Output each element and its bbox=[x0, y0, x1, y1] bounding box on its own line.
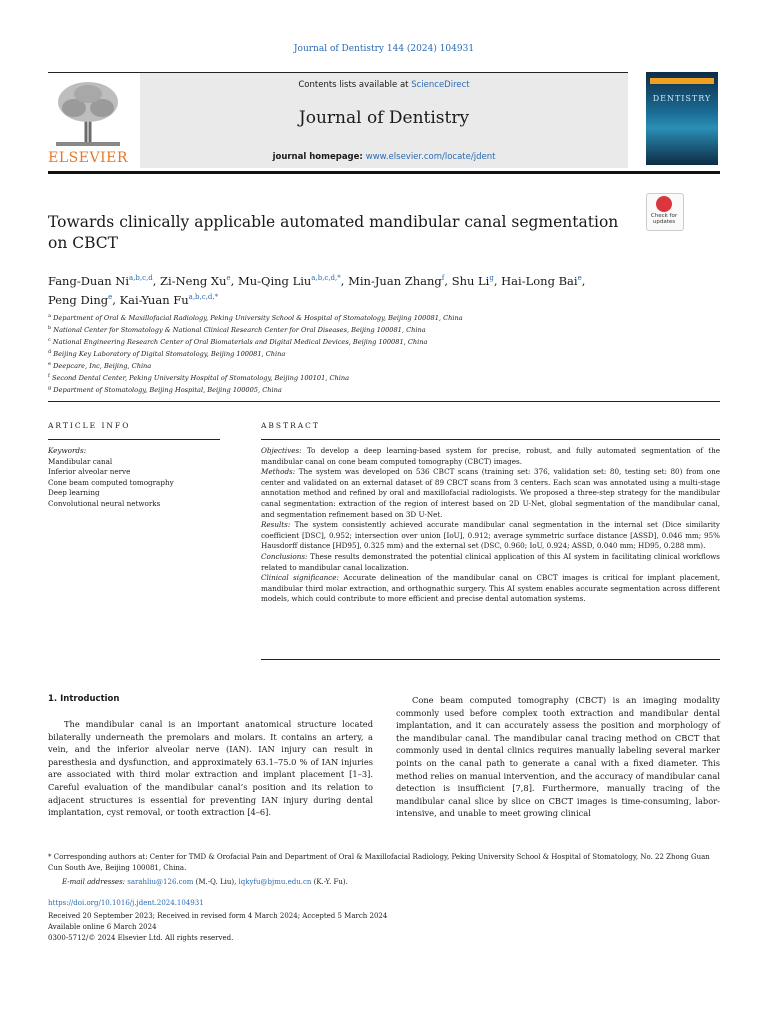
journal-citation[interactable]: Journal of Dentistry 144 (2024) 104931 bbox=[293, 44, 475, 54]
significance-text: Accurate delineation of the mandibular canal on CBCT images is critical for implant placement, mandibular third molar extraction, and orthognathic surgery. This AI system enables accurate segmentation across different models, which could contribute to more efficient and precise dental automation systems. bbox=[261, 573, 720, 604]
journal-name: Journal of Dentistry bbox=[298, 108, 470, 128]
author-name: Kai-Yuan Fu bbox=[119, 292, 189, 307]
email-owner: (K.-Y. Fu). bbox=[311, 878, 348, 886]
keyword: Deep learning bbox=[48, 488, 100, 497]
affiliations bbox=[48, 312, 648, 396]
keywords-block bbox=[48, 446, 220, 509]
author-affiliation-marker[interactable]: a,b,c,d,* bbox=[188, 292, 219, 301]
methods-label: Methods: bbox=[261, 467, 296, 477]
affiliation-label: d bbox=[48, 348, 52, 355]
objectives-label: Objectives: bbox=[261, 446, 302, 455]
publication-dates bbox=[48, 911, 720, 944]
corresponding-author-note: * Corresponding authors at: Center for TMD & Orofacial Pain and Department of Oral & Maxillofacial Radiology, Peking University School & Hospital of Stomatology, No. 22 Zhong Guan Cun South Ave, Beijing 100081, China. bbox=[48, 853, 710, 872]
author-name: Hai-Long Bai bbox=[501, 273, 578, 288]
affiliation bbox=[48, 384, 648, 396]
significance-label: Clinical significance: bbox=[261, 573, 339, 583]
affiliation-text: National Engineering Research Center of Oral Biomaterials and Digital Medical Devices, Beijing 100081, China bbox=[50, 338, 428, 347]
abstract-objectives bbox=[261, 446, 720, 467]
abstract-methods bbox=[261, 467, 720, 520]
affiliation-text: Department of Oral & Maxillofacial Radiology, Peking University School & Hospital of Stomatology, Beijing 100081, China bbox=[50, 314, 463, 323]
author-name: Mu-Qing Liu bbox=[237, 273, 312, 288]
affiliation bbox=[48, 336, 648, 348]
abstract-results bbox=[261, 520, 720, 552]
intro-paragraph-left: The mandibular canal is an important anatomical structure located bilaterally underneath the premolars and molars. It contains an artery, a vein, and the inferior alveolar nerve (IAN). IAN injury can result in paresthesia and dysfunction, and approximately 63.1–75.0 % of IAN injuries are associated with third molar extraction and implant placement [1–3]. Careful evaluation of the mandibular canal’s position and its relation to adjacent structures is essential for preventing IAN injury during dental implantation, cyst removal, or tooth extraction [4–6]. bbox=[48, 719, 373, 818]
author-affiliation-marker[interactable]: e bbox=[226, 274, 231, 282]
author-affiliation-marker[interactable]: a,b,c,d,* bbox=[311, 274, 341, 282]
article-info-divider bbox=[48, 439, 220, 440]
doi-link[interactable]: https://doi.org/10.1016/j.jdent.2024.104931 bbox=[48, 899, 204, 907]
journal-cover-image[interactable] bbox=[646, 72, 718, 165]
homepage-prefix: journal homepage: bbox=[272, 152, 366, 162]
abstract-body bbox=[261, 446, 720, 605]
keyword: Cone beam computed tomography bbox=[48, 477, 174, 487]
email-owner: (M.-Q. Liu), bbox=[193, 878, 239, 886]
results-text: The system consistently achieved accurate mandibular canal segmentation in the internal set (Dice similarity coefficient [DSC], 0.952; intersection over union [IoU], 0.912; average symmetric surface distance [ASSD], 0.046 mm; 95% Hausdorff distance [HD95], 0.325 mm) and the external set (DSC, 0.960; IoU, 0.924; ASSD, 0.040 mm; HD95, 0.288 mm). bbox=[261, 520, 720, 551]
author-name: Zi-Neng Xu bbox=[160, 273, 227, 288]
affiliation bbox=[48, 312, 648, 324]
affiliation-label: c bbox=[48, 336, 51, 343]
author-name: Fang-Duan Ni bbox=[48, 273, 129, 288]
check-updates-icon bbox=[656, 196, 672, 212]
section-heading: 1. Introduction bbox=[48, 694, 120, 704]
available-online: Available online 6 March 2024 bbox=[48, 923, 157, 931]
article-title: Towards clinically applicable automated mandibular canal segmentation on CBCT bbox=[48, 213, 619, 252]
homepage-link[interactable]: www.elsevier.com/locate/jdent bbox=[365, 152, 496, 162]
author-affiliation-marker[interactable]: g bbox=[489, 274, 494, 282]
keywords-label: Keywords: bbox=[48, 446, 87, 455]
affiliation-label: f bbox=[48, 372, 50, 379]
elsevier-wordmark: ELSEVIER bbox=[48, 150, 128, 166]
cover-title: DENTISTRY bbox=[652, 94, 712, 103]
homepage-line bbox=[140, 152, 628, 162]
header-rule-bottom bbox=[48, 171, 720, 174]
contents-prefix: Contents lists available at bbox=[298, 80, 412, 90]
affiliation-text: Deepcare, Inc, Beijing, China bbox=[50, 362, 152, 371]
author-affiliation-marker[interactable]: e bbox=[577, 274, 582, 282]
author-name: Shu Li bbox=[451, 273, 490, 288]
copyright: 0300-5712/© 2024 Elsevier Ltd. All rights reserved. bbox=[48, 934, 234, 942]
conclusions-text: These results demonstrated the potential clinical application of this AI system in facilitating clinical workflows related to mandibular canal localization. bbox=[261, 551, 720, 572]
affiliation-text: National Center for Stomatology & National Clinical Research Center for Oral Diseases, Beijing 100081, China bbox=[51, 326, 426, 335]
methods-text: The system was developed on 536 CBCT scans (training set: 376, validation set: 80, testing set: 80) from one center and validated on an external dataset of 89 CBCT scans from 3 centers. Each scan was annotated using a multi-stage annotation method and refined by oral and maxillofacial radiologists. We proposed a three-step strategy for the mandibular canal segmentation: extraction of the region of interest based on 2D U-Net, global segmentation of the mandibular canal, and segmentation refinement based on 3D U-Net. bbox=[261, 467, 720, 519]
abstract-conclusions bbox=[261, 552, 720, 573]
cover-band bbox=[650, 78, 714, 84]
abstract-bottom-rule bbox=[261, 659, 720, 660]
affiliation-text: Second Dental Center, Peking University Hospital of Stomatology, Beijing 100101, China bbox=[49, 374, 350, 383]
affiliation-label: e bbox=[48, 360, 51, 367]
abstract-significance bbox=[261, 573, 720, 605]
email-link[interactable]: lqkyfu@bjmu.edu.cn bbox=[238, 878, 312, 886]
affiliation-text: Beijing Key Laboratory of Digital Stomatology, Beijing 100081, China bbox=[51, 350, 286, 359]
affiliation bbox=[48, 324, 648, 336]
objectives-text: To develop a deep learning-based system for precise, robust, and fully automated segmentation of the mandibular canal on cone beam computed tomography (CBCT) images. bbox=[261, 446, 720, 466]
author-name: Peng Ding bbox=[48, 292, 109, 307]
keyword: Mandibular canal bbox=[48, 456, 113, 466]
author-affiliation-marker[interactable]: e bbox=[108, 292, 113, 301]
abstract-heading: ABSTRACT bbox=[261, 421, 320, 430]
affiliation bbox=[48, 360, 648, 372]
affiliation bbox=[48, 372, 648, 384]
affiliation-text: Department of Stomatology, Beijing Hospital, Beijing 100005, China bbox=[51, 386, 282, 395]
author-affiliation-marker[interactable]: a,b,c,d bbox=[129, 274, 153, 282]
email-link[interactable]: sarahliu@126.com bbox=[127, 878, 194, 886]
results-label: Results: bbox=[261, 520, 291, 530]
keyword: Inferior alveolar nerve bbox=[48, 467, 131, 476]
email-addresses bbox=[62, 877, 720, 888]
affiliation-label: g bbox=[48, 384, 52, 391]
article-info-rule bbox=[48, 401, 720, 402]
author-name: Min-Juan Zhang bbox=[348, 273, 442, 288]
email-label: E-mail addresses: bbox=[62, 878, 126, 886]
contents-line bbox=[140, 80, 628, 90]
keyword: Convolutional neural networks bbox=[48, 498, 161, 508]
author-affiliation-marker[interactable]: f bbox=[441, 274, 445, 282]
received-dates: Received 20 September 2023; Received in revised form 4 March 2024; Accepted 5 March 2024 bbox=[48, 912, 388, 920]
check-updates-label: Check for updates bbox=[650, 213, 678, 225]
article-info-heading: ARTICLE INFO bbox=[48, 421, 131, 430]
affiliation-label: a bbox=[48, 313, 51, 319]
intro-paragraph-right: Cone beam computed tomography (CBCT) is an imaging modality commonly used before complex tooth extraction and mandibular dental implantation, and it can accurately assess the position and morphology of the mandibular canal. The mandibular canal tracing method on CBCT that commonly used in dental clinics requires manually labeling several marker points on the canal path to generate a canal with a fixed diameter. This method relies on manual intervention, and the accuracy of mandibular canal detection is insufficient [7,8]. Furthermore, manually tracing of the mandibular canal slice by slice on CBCT images is time-consuming, labor-intensive, and unable to meet growing clinical bbox=[396, 695, 720, 819]
author-list: Fang-Duan Ni$^{a,b,c,d}$, Zi-Neng Xu$^e$, Mu-Qing Liu$^{a,b,c,d,*}$, Min-Juan Zhang$^f$, Shu Li$^g$, Hai-Long Bai$^e$, Peng Ding$^e$, Kai-Yuan $Fu^{a,b,c,d,*}$ bbox=[48, 273, 586, 307]
affiliation bbox=[48, 348, 648, 360]
sciencedirect-link[interactable]: ScienceDirect bbox=[411, 80, 470, 90]
conclusions-label: Conclusions: bbox=[261, 551, 308, 561]
abstract-divider bbox=[261, 439, 720, 440]
affiliation-label: b bbox=[48, 324, 52, 331]
